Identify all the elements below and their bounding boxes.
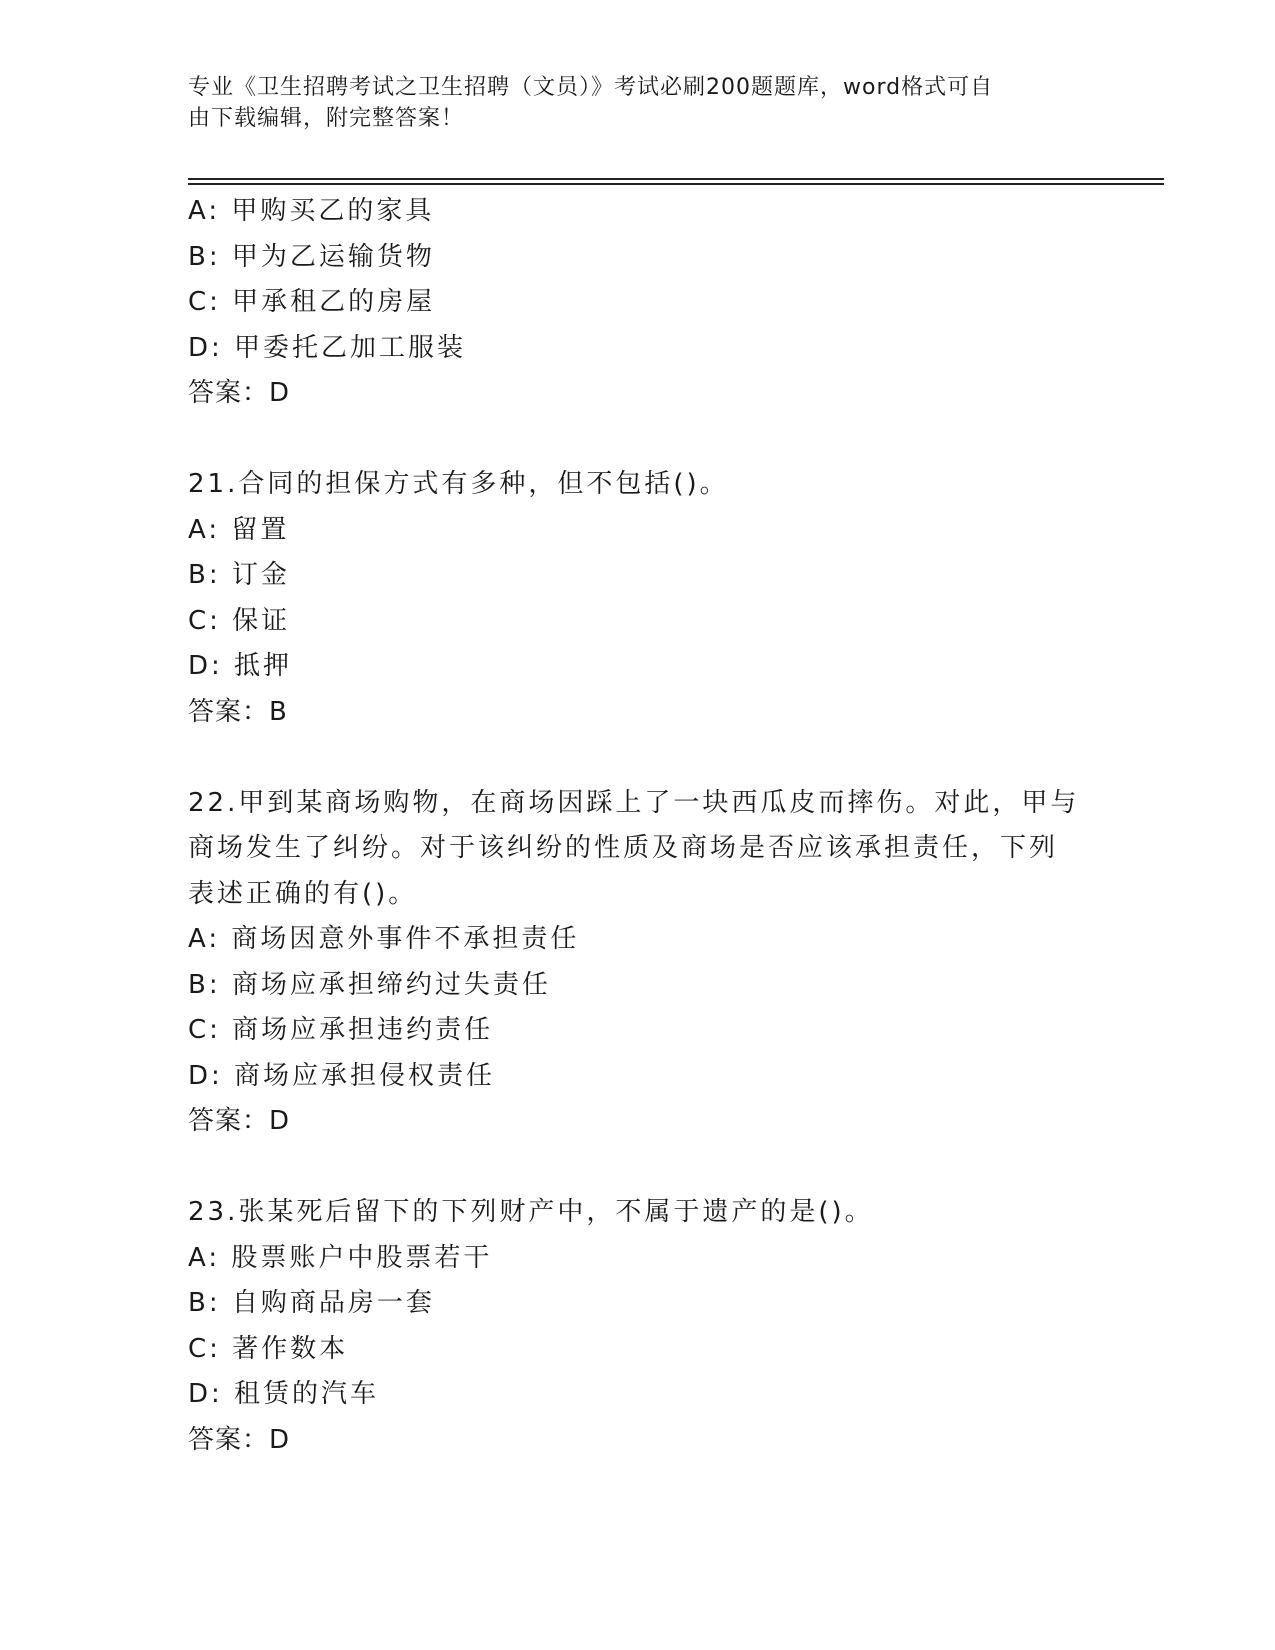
option-c: C: 保证 [188, 605, 291, 636]
document-header [188, 72, 1088, 134]
option-a: A: 商场因意外事件不承担责任 [188, 924, 580, 954]
header-line-1: 专业《卫生招聘考试之卫生招聘（文员）》考试必刷200题题库，word格式可自 [188, 75, 994, 100]
option-d: D: 甲委托乙加工服装 [188, 332, 467, 363]
question-stem: 商场发生了纠纷。对于该纠纷的性质及商场是否应该承担责任，下列 [188, 833, 1059, 863]
option-a: A: 股票账户中股票若干 [188, 1242, 493, 1273]
question-list [188, 189, 1088, 1463]
spacer [188, 735, 1088, 781]
option-b: B: 甲为乙运输货物 [188, 241, 435, 272]
spacer [188, 1145, 1088, 1191]
question-20 [188, 189, 1088, 417]
option-c: C: 甲承租乙的房屋 [188, 287, 436, 317]
question-23 [188, 1190, 1088, 1463]
spacer [188, 417, 1088, 463]
option-c: C: 著作数本 [188, 1333, 349, 1364]
header-line-2: 由下载编辑，附完整答案！ [188, 106, 465, 131]
option-b: B: 商场应承担缔约过失责任 [188, 969, 551, 1000]
option-d: D: 商场应承担侵权责任 [188, 1060, 496, 1091]
option-a: A: 甲购买乙的家具 [188, 196, 435, 226]
question-21 [188, 462, 1088, 735]
question-stem: 21.合同的担保方式有多种，但不包括()。 [188, 469, 729, 499]
question-22 [188, 781, 1088, 1145]
answer-line: 答案：D [188, 378, 291, 408]
option-b: B: 自购商品房一套 [188, 1288, 435, 1318]
option-d: D: 抵押 [188, 651, 293, 681]
answer-line: 答案：D [188, 1106, 291, 1136]
question-stem: 表述正确的有()。 [188, 878, 418, 909]
question-stem: 22.甲到某商场购物，在商场因踩上了一块西瓜皮而摔伤。对此，甲与 [188, 787, 1080, 818]
option-a: A: 留置 [188, 514, 290, 545]
question-stem: 23.张某死后留下的下列财产中，不属于遗产的是()。 [188, 1197, 874, 1227]
header-divider-top [188, 178, 1164, 180]
header-divider-bottom [188, 183, 1164, 185]
answer-line: 答案：B [188, 696, 288, 727]
answer-line: 答案：D [188, 1424, 291, 1455]
option-d: D: 租赁的汽车 [188, 1379, 380, 1409]
option-c: C: 商场应承担违约责任 [188, 1015, 494, 1045]
option-b: B: 订金 [188, 560, 290, 590]
